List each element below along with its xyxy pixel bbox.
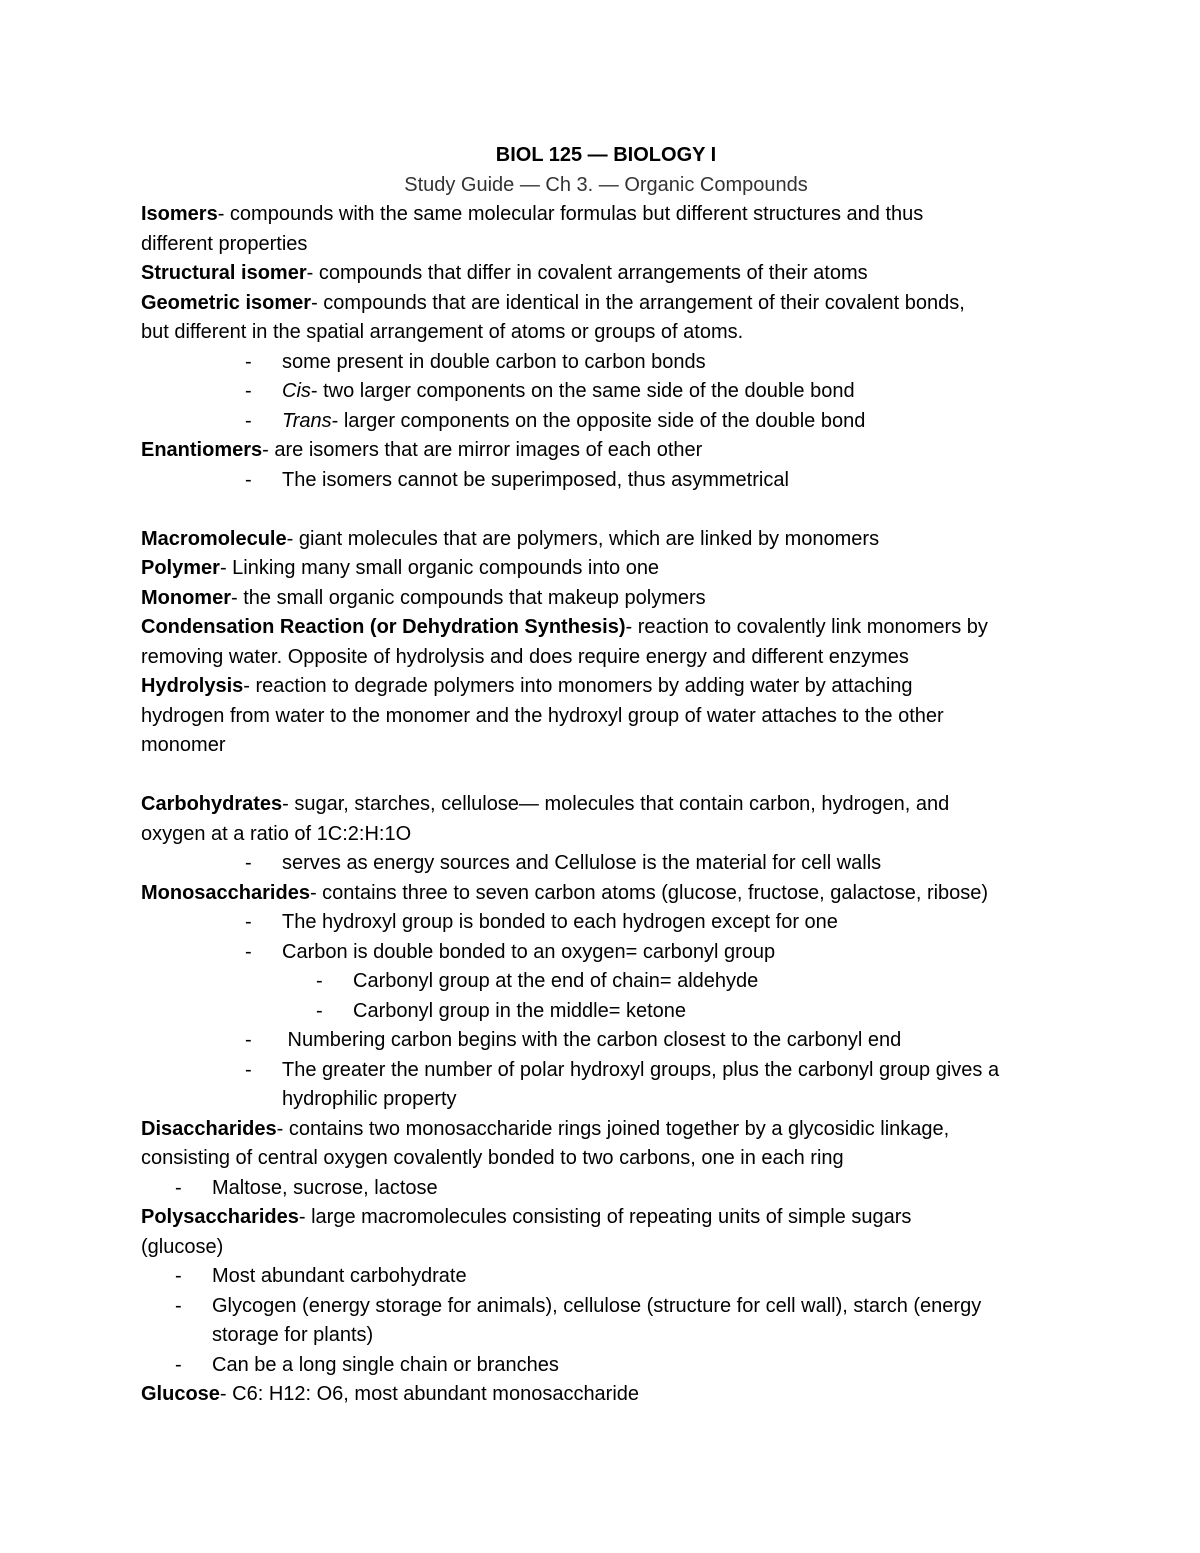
definition-text: - reaction to covalently link monomers by [625, 616, 988, 638]
bullet-text: The isomers cannot be superimposed, thus asymmetrical [282, 468, 789, 491]
definition-polymer [141, 554, 1071, 584]
definition-text: - contains three to seven carbon atoms (glucose, fructose, galactose, ribose) [309, 881, 989, 904]
definition-structural-isomer [141, 259, 1071, 289]
bullet-term: Trans [282, 409, 332, 432]
definition-continuation: oxygen at a ratio of 1C:2:H:1O [141, 822, 412, 845]
definition-glucose [141, 1380, 1071, 1410]
bullet-item [141, 1292, 1071, 1322]
bullet-item [141, 1026, 1071, 1056]
bullet-dash: - [245, 852, 252, 874]
bullet-text: - larger components on the opposite side of the double bond [331, 409, 866, 432]
definition-text: - the small organic compounds that makeup polymers [231, 586, 706, 609]
bullet-item [141, 908, 1071, 938]
definition-text: - compounds that are identical in the arrangement of their covalent bonds, [311, 291, 965, 314]
bullet-text: Maltose, sucrose, lactose [212, 1176, 438, 1199]
document-title: BIOL 125 — BIOLOGY I [495, 144, 717, 166]
bullet-text: - two larger components on the same side of the double bond [310, 380, 855, 402]
definition-text: - are isomers that are mirror images of each other [262, 439, 703, 461]
term: Monomer [141, 586, 231, 609]
term: Isomers [141, 203, 218, 225]
definition-continuation: but different in the spatial arrangement of atoms or groups of atoms. [141, 321, 744, 343]
term: Carbohydrates [141, 793, 283, 815]
definition-polysaccharides [141, 1203, 1071, 1233]
definition-enantiomers [141, 436, 1071, 466]
definition-continuation: different properties [141, 232, 308, 255]
bullet-item [141, 407, 1071, 437]
term: Polymer [141, 557, 220, 579]
term: Enantiomers [141, 439, 263, 461]
bullet-text: Carbon is double bonded to an oxygen= carbonyl group [282, 940, 776, 963]
bullet-dash: - [175, 1294, 182, 1317]
definition-continuation: (glucose) [141, 1235, 224, 1258]
bullet-text: serves as energy sources and Cellulose is the material for cell walls [282, 852, 882, 874]
bullet-dash: - [175, 1176, 182, 1199]
term: Structural isomer [141, 262, 307, 284]
definition-continuation: monomer [141, 734, 226, 756]
definition-monomer [141, 584, 1071, 614]
definition-macromolecule [141, 525, 1071, 555]
definition-isomers [141, 200, 1071, 230]
definition-continuation: hydrogen from water to the monomer and the hydroxyl group of water attaches to the other [141, 704, 944, 727]
bullet-item [141, 348, 1071, 378]
bullet-item [141, 466, 1071, 496]
bullet-item [141, 1056, 1071, 1086]
bullet-continuation: storage for plants) [212, 1324, 374, 1346]
definition-carbohydrates [141, 790, 1071, 820]
bullet-dash: - [245, 1029, 252, 1051]
definition-text: - compounds that differ in covalent arrangements of their atoms [306, 262, 868, 284]
term: Polysaccharides [141, 1206, 299, 1228]
bullet-text: Carbonyl group at the end of chain= aldehyde [353, 970, 759, 992]
definition-hydrolysis [141, 672, 1071, 702]
definition-monosaccharides [141, 879, 1071, 909]
bullet-dash: - [316, 970, 323, 992]
bullet-item [141, 1262, 1071, 1292]
bullet-item [141, 1174, 1071, 1204]
bullet-dash: - [316, 999, 323, 1022]
bullet-text: The hydroxyl group is bonded to each hydrogen except for one [282, 911, 838, 933]
definition-text: - giant molecules that are polymers, which are linked by monomers [286, 527, 880, 550]
bullet-dash: - [245, 380, 252, 402]
definition-text: - C6: H12: O6, most abundant monosaccharide [219, 1383, 640, 1405]
bullet-dash: - [175, 1353, 182, 1376]
definition-continuation: consisting of central oxygen covalently bonded to two carbons, one in each ring [141, 1147, 844, 1169]
bullet-dash: - [245, 1058, 252, 1081]
bullet-dash: - [245, 911, 252, 933]
bullet-dash: - [245, 468, 252, 491]
sub-bullet-item [141, 997, 1071, 1027]
term: Macromolecule [141, 527, 287, 550]
definition-text: - reaction to degrade polymers into monomers by adding water by attaching [243, 675, 913, 697]
definition-text: - Linking many small organic compounds into one [219, 557, 660, 579]
bullet-item [141, 377, 1071, 407]
bullet-dash: - [245, 350, 252, 373]
term: Glucose [141, 1383, 220, 1405]
term: Disaccharides [141, 1117, 277, 1140]
study-guide-document [141, 141, 1071, 1410]
term: Hydrolysis [141, 675, 244, 697]
term: Geometric isomer [141, 291, 312, 314]
definition-continuation: removing water. Opposite of hydrolysis and does require energy and different enzymes [141, 645, 909, 668]
term: Monosaccharides [141, 881, 310, 904]
definition-text: - contains two monosaccharide rings joined together by a glycosidic linkage, [276, 1117, 950, 1140]
bullet-item [141, 849, 1071, 879]
definition-disaccharides [141, 1115, 1071, 1145]
bullet-dash: - [175, 1265, 182, 1287]
bullet-text: Can be a long single chain or branches [212, 1353, 559, 1376]
bullet-dash: - [245, 409, 252, 432]
bullet-dash: - [245, 940, 252, 963]
bullet-text: Numbering carbon begins with the carbon closest to the carbonyl end [282, 1029, 902, 1051]
definition-geometric-isomer [141, 289, 1071, 319]
document-subtitle: Study Guide — Ch 3. — Organic Compounds [404, 173, 808, 196]
definition-text: - sugar, starches, cellulose— molecules that contain carbon, hydrogen, and [282, 793, 950, 815]
definition-text: - large macromolecules consisting of repeating units of simple sugars [298, 1206, 912, 1228]
bullet-term: Cis [282, 380, 311, 402]
bullet-continuation: hydrophilic property [282, 1088, 457, 1110]
bullet-item [141, 938, 1071, 968]
bullet-text: Carbonyl group in the middle= ketone [353, 999, 686, 1022]
bullet-text: Most abundant carbohydrate [212, 1265, 467, 1287]
blank-line [141, 761, 1071, 791]
definition-text: - compounds with the same molecular formulas but different structures and thus [217, 203, 924, 225]
sub-bullet-item [141, 967, 1071, 997]
bullet-text: Glycogen (energy storage for animals), cellulose (structure for cell wall), starch (energy [212, 1294, 982, 1317]
blank-line [141, 495, 1071, 525]
bullet-item [141, 1351, 1071, 1381]
term: Condensation Reaction (or Dehydration Synthesis) [141, 616, 626, 638]
bullet-text: some present in double carbon to carbon bonds [282, 350, 706, 373]
bullet-text: The greater the number of polar hydroxyl groups, plus the carbonyl group gives a [282, 1058, 1000, 1081]
definition-condensation-reaction [141, 613, 1071, 643]
